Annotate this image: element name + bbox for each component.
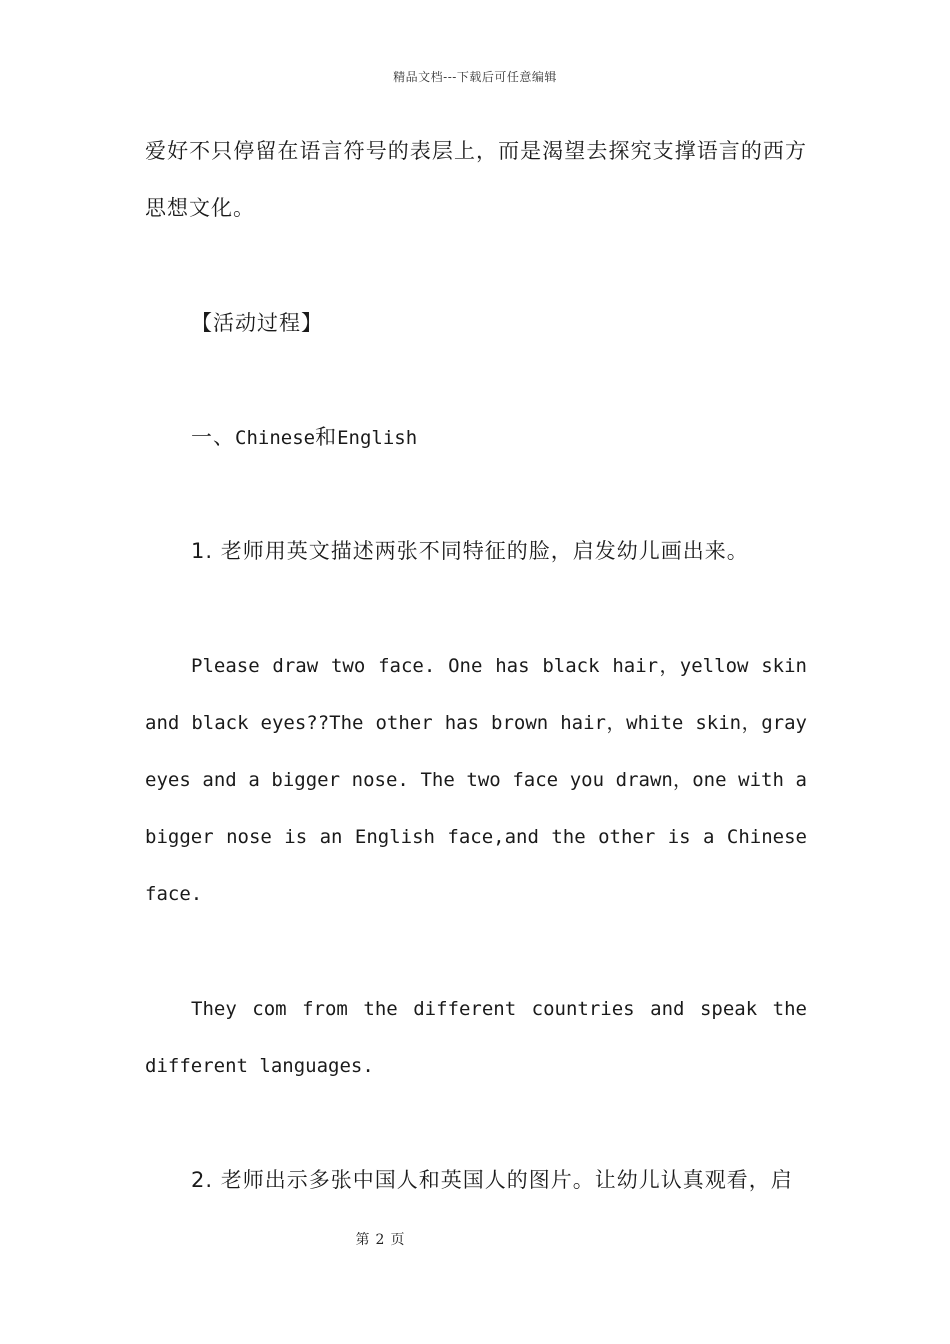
section-prefix: 一、: [191, 425, 235, 449]
section-heading-1: [191, 409, 807, 467]
page-header: 精品文档---下载后可任意编辑: [393, 70, 557, 84]
paragraph-intro: 爱好不只停留在语言符号的表层上，而是渴望去探究支撑语言的西方思想文化。: [145, 139, 807, 220]
section-conjunction: 和: [315, 425, 338, 449]
heading-activity-process: 【活动过程】: [191, 311, 323, 335]
english-paragraph-1: Please draw two face. One has black hair，yellow skin and black eyes??The other has brown hair，white skin，gray eyes and a bigger nose. The two face you drawn，one with a bigger nose is an English face,and the other is a Chinese face.: [145, 655, 807, 905]
section-term-chinese: Chinese: [235, 427, 316, 449]
page-number: 2: [375, 1232, 385, 1248]
list-item-1: 1. 老师用英文描述两张不同特征的脸，启发幼儿画出来。: [191, 539, 749, 563]
page-footer: [330, 1229, 430, 1249]
english-paragraph-2: They com from the different countries and speak the different languages.: [145, 998, 807, 1077]
section-term-english: English: [337, 427, 418, 449]
footer-prefix: 第: [355, 1232, 370, 1248]
footer-suffix: 页: [390, 1232, 405, 1248]
list-item-2: 2. 老师出示多张中国人和英国人的图片。让幼儿认真观看，启: [191, 1168, 793, 1192]
